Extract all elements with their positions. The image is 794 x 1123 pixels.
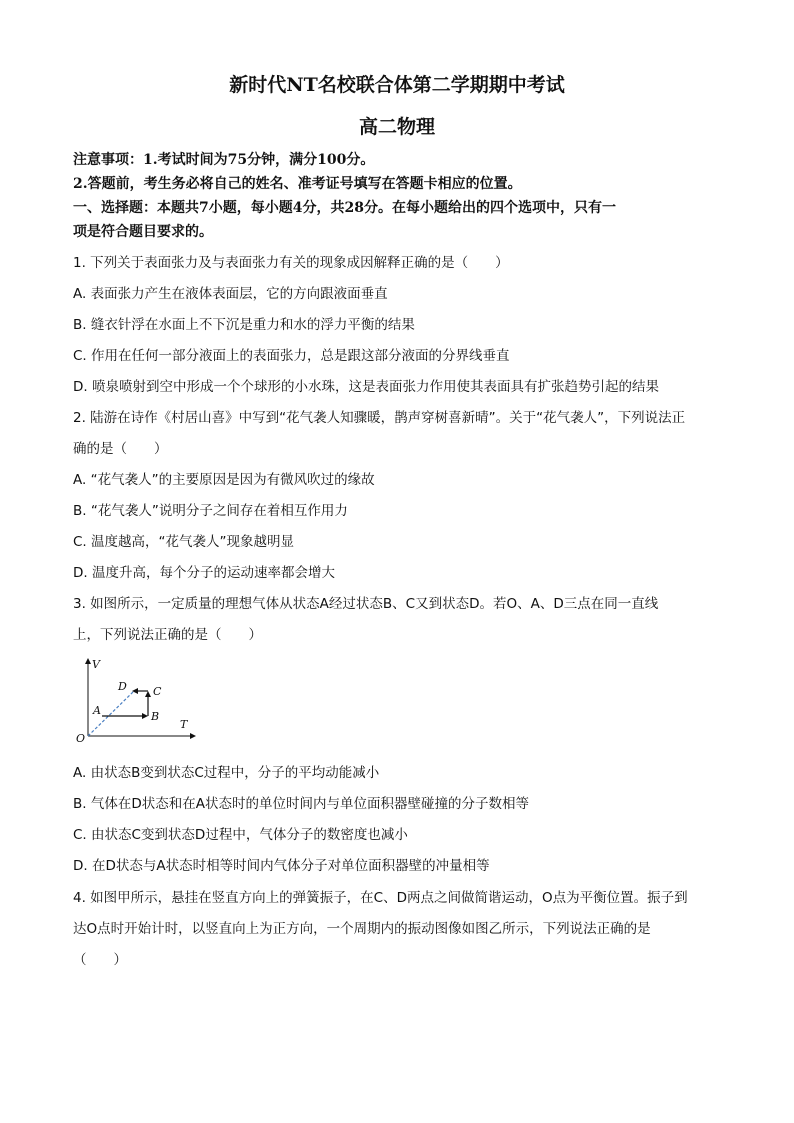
question-3-option-d: D. 在D状态与A状态时相等时间内气体分子对单位面积器壁的冲量相等 — [73, 858, 490, 874]
exam-subject: 高二物理 — [358, 116, 435, 138]
notice-line-1: 注意事项：1.考试时间为75分钟，满分100分。 — [73, 152, 375, 168]
question-1-option-c: C. 作用在任何一部分液面上的表面张力，总是跟这部分液面的分界线垂直 — [73, 348, 510, 364]
v-t-diagram — [72, 656, 197, 744]
t-axis-arrow-icon — [190, 733, 196, 739]
question-2-option-b: B. “花气袭人”说明分子之间存在着相互作用力 — [73, 503, 348, 519]
arrow-c-d-icon — [132, 688, 138, 694]
question-1-option-a: A. 表面张力产生在液体表面层，它的方向跟液面垂直 — [73, 286, 388, 302]
question-3-stem-line-2: 上，下列说法正确的是（ ） — [73, 627, 262, 643]
question-3-option-c: C. 由状态C变到状态D过程中，气体分子的数密度也减小 — [73, 827, 408, 843]
arrow-a-b-icon — [142, 713, 148, 719]
question-1-stem: 1. 下列关于表面张力及与表面张力有关的现象成因解释正确的是（ ） — [73, 255, 509, 271]
section-heading-line-2: 项是符合题目要求的。 — [73, 224, 213, 240]
question-2-option-c: C. 温度越高，“花气袭人”现象越明显 — [73, 534, 294, 550]
point-c-label: C — [153, 685, 162, 698]
question-2-stem-line-1: 2. 陆游在诗作《村居山喜》中写到“花气袭人知骤暖，鹊声穿树喜新晴”。关于“花气袭人”，下列说法正 — [73, 410, 686, 426]
question-4-stem-line-1: 4. 如图甲所示，悬挂在竖直方向上的弹簧振子，在C、D两点之间做简谐运动，O点为平衡位置。振子到 — [73, 890, 688, 906]
point-a-label: A — [93, 704, 101, 717]
question-3-option-a: A. 由状态B变到状态C过程中，分子的平均动能减小 — [73, 765, 380, 781]
point-b-label: B — [151, 710, 160, 723]
question-4-stem-line-2: 达O点时开始计时，以竖直向上为正方向，一个周期内的振动图像如图乙所示，下列说法正确的是 — [73, 921, 651, 937]
question-4-stem-line-3: （ ） — [73, 952, 127, 968]
origin-label: O — [76, 732, 86, 744]
notice-line-2: 2.答题前，考生务必将自己的姓名、准考证号填写在答题卡相应的位置。 — [73, 176, 522, 192]
question-2-option-a: A. “花气袭人”的主要原因是因为有微风吹过的缘故 — [73, 472, 375, 488]
question-2-stem-line-2: 确的是（ ） — [73, 441, 168, 457]
v-axis-arrow-icon — [85, 658, 91, 664]
section-heading-line-1: 一、选择题：本题共7小题，每小题4分，共28分。在每小题给出的四个选项中，只有一 — [73, 200, 616, 216]
t-axis-label: T — [180, 718, 188, 731]
question-3-option-b: B. 气体在D状态和在A状态时的单位时间内与单位面积器壁碰撞的分子数相等 — [73, 796, 529, 812]
question-2-option-d: D. 温度升高，每个分子的运动速率都会增大 — [73, 565, 335, 581]
v-axis-label: V — [92, 658, 100, 671]
arrow-b-c-icon — [145, 691, 151, 697]
exam-title: 新时代NT名校联合体第二学期期中考试 — [229, 74, 565, 96]
question-3-stem-line-1: 3. 如图所示，一定质量的理想气体从状态A经过状态B、C又到状态D。若O、A、D三点在同一直线 — [73, 596, 659, 612]
question-1-option-d: D. 喷泉喷射到空中形成一个个球形的小水珠，这是表面张力作用使其表面具有扩张趋势引起的结果 — [73, 379, 659, 395]
point-d-label: D — [118, 680, 127, 693]
question-1-option-b: B. 缝衣针浮在水面上不下沉是重力和水的浮力平衡的结果 — [73, 317, 415, 333]
